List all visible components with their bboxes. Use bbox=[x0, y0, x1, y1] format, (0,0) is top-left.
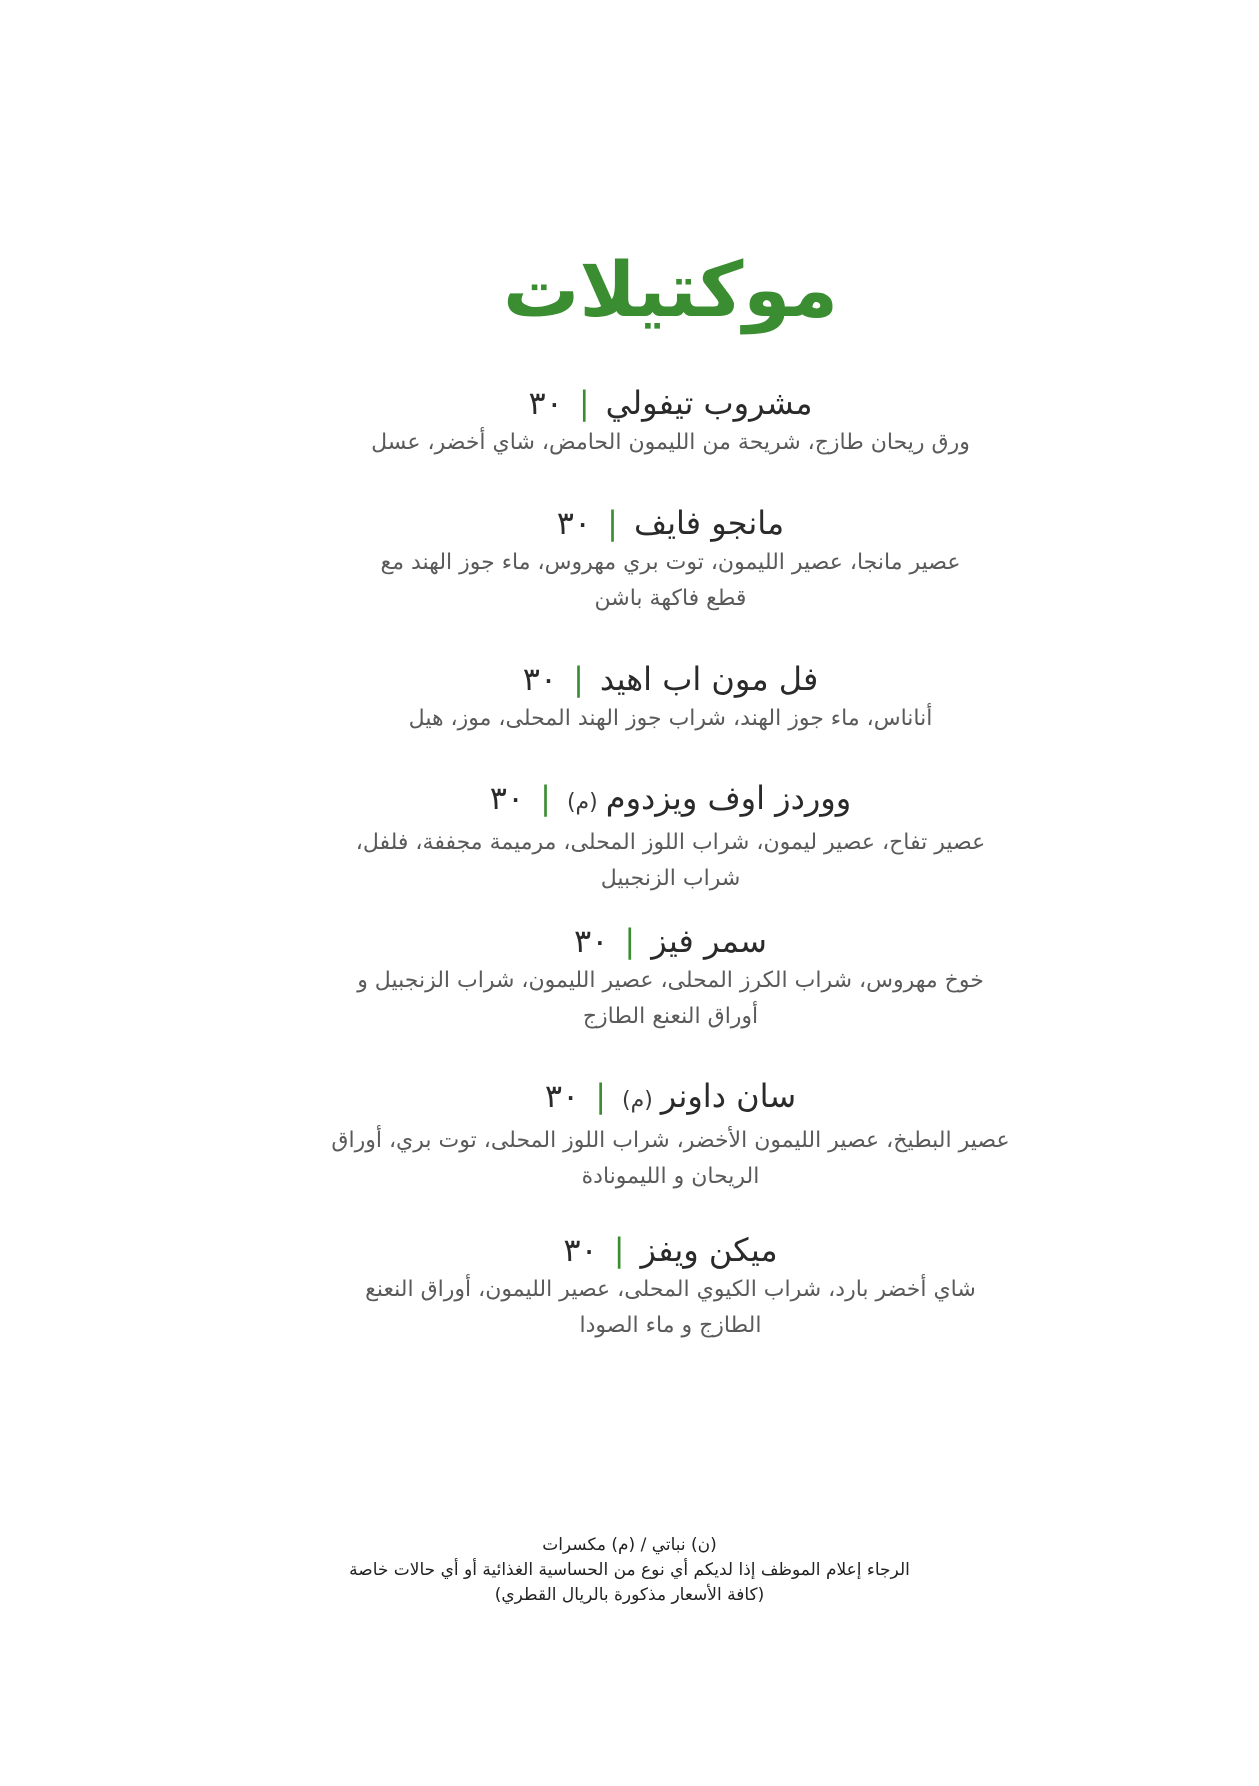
price-separator: | bbox=[595, 1077, 606, 1115]
menu-item-description-line: قطع فاكهة باشن bbox=[594, 586, 747, 611]
menu-item-name: سان داونر bbox=[660, 1077, 797, 1115]
menu-item-name: ووردز اوف ويزدوم bbox=[605, 779, 852, 817]
menu-item-price: ٣٠ bbox=[522, 660, 558, 698]
menu-item-description-line: أوراق النعنع الطازج bbox=[582, 1004, 759, 1029]
menu-item-name: ميكن ويفز bbox=[640, 1231, 778, 1269]
menu-item-description-line: شراب الزنجبيل bbox=[600, 866, 741, 891]
menu-footer bbox=[0, 1533, 1259, 1608]
price-separator: | bbox=[578, 384, 590, 422]
menu-item-name-row bbox=[82, 657, 1259, 701]
currency-note: (كافة الأسعار مذكورة بالريال القطري) bbox=[494, 1585, 765, 1605]
menu-item-description-line: شاي أخضر بارد، شراب الكيوي المحلى، عصير الليمون، أوراق النعنع bbox=[365, 1277, 976, 1302]
menu-item-name: مشروب تيفولي bbox=[605, 384, 813, 422]
price-separator: | bbox=[573, 660, 584, 698]
menu-item bbox=[82, 776, 1259, 897]
menu-item-name: مانجو فايف bbox=[633, 504, 785, 542]
nuts-tag: (م) bbox=[566, 790, 598, 815]
menu-item-name-row bbox=[82, 1074, 1259, 1123]
menu-item-description-line: الطازج و ماء الصودا bbox=[579, 1313, 762, 1338]
menu-item bbox=[82, 1228, 1259, 1344]
menu-item-price: ٣٠ bbox=[556, 504, 592, 542]
menu-item-description-line: الريحان و الليمونادة bbox=[581, 1164, 760, 1189]
dietary-legend: (ن) نباتي / (م) مكسرات bbox=[542, 1535, 717, 1555]
menu-item-name: فل مون اب اهيد bbox=[599, 660, 819, 698]
menu-item-name-row bbox=[82, 919, 1259, 963]
price-separator: | bbox=[624, 922, 636, 960]
price-separator: | bbox=[613, 1231, 625, 1269]
nuts-tag: (م) bbox=[621, 1088, 653, 1113]
menu-item-name-row bbox=[82, 381, 1259, 425]
menu-item-name-row bbox=[82, 501, 1259, 545]
menu-item-price: ٣٠ bbox=[489, 779, 525, 817]
menu-item bbox=[82, 919, 1259, 1035]
menu-item-name: سمر فيز bbox=[651, 922, 767, 960]
menu-item bbox=[82, 657, 1259, 737]
menu-item-price: ٣٠ bbox=[528, 384, 563, 422]
allergy-note: الرجاء إعلام الموظف إذا لديكم أي نوع من الحساسية الغذائية أو أي حالات خاصة bbox=[349, 1560, 910, 1580]
price-separator: | bbox=[540, 779, 551, 817]
menu-item-price: ٣٠ bbox=[544, 1077, 580, 1115]
menu-item-description-line: أناناس، ماء جوز الهند، شراب جوز الهند المحلى، موز، هيل bbox=[408, 706, 933, 731]
menu-item-description-line: عصير البطيخ، عصير الليمون الأخضر، شراب اللوز المحلى، توت بري، أوراق bbox=[331, 1128, 1010, 1153]
menu-item bbox=[82, 1074, 1259, 1195]
page-title: موكتيلات bbox=[502, 245, 839, 334]
menu-item bbox=[82, 501, 1259, 617]
menu-item-description-line: خوخ مهروس، شراب الكرز المحلى، عصير الليمون، شراب الزنجبيل و bbox=[357, 968, 984, 993]
menu-item-price: ٣٠ bbox=[574, 922, 609, 960]
menu-item-name-row bbox=[82, 1228, 1259, 1272]
menu-item-description-line: عصير مانجا، عصير الليمون، توت بري مهروس، ماء جوز الهند مع bbox=[380, 550, 961, 575]
menu-item-price: ٣٠ bbox=[563, 1231, 598, 1269]
menu-item-description-line: ورق ريحان طازج، شريحة من الليمون الحامض، شاي أخضر، عسل bbox=[371, 430, 970, 455]
price-separator: | bbox=[607, 504, 618, 542]
menu-item bbox=[82, 381, 1259, 461]
menu-item-description-line: عصير تفاح، عصير ليمون، شراب اللوز المحلى، مرميمة مجففة، فلفل، bbox=[355, 830, 986, 855]
menu-item-name-row bbox=[82, 776, 1259, 825]
